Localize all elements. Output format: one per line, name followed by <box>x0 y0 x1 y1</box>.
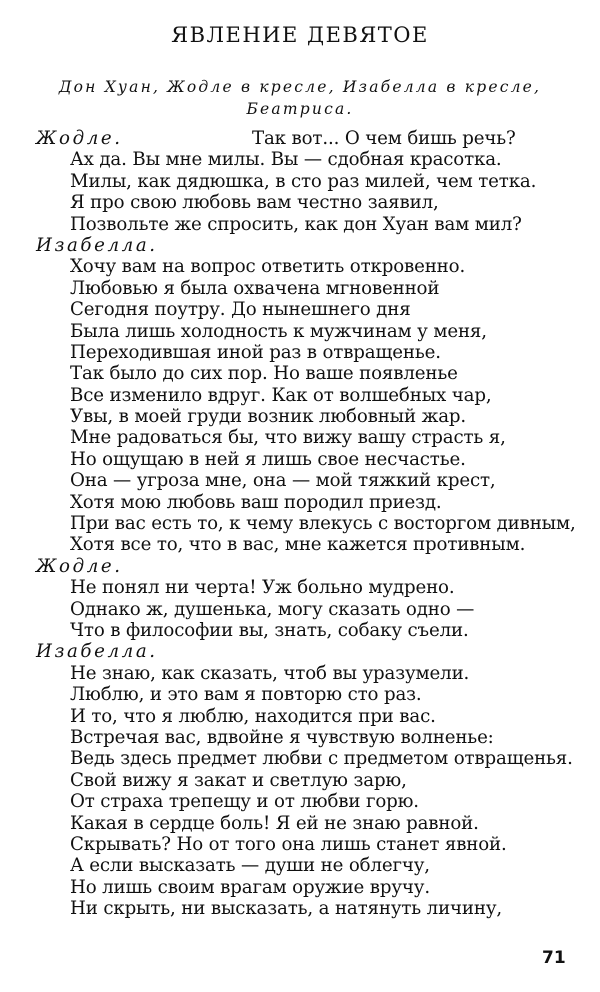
verse-line: Встречая вас, вдвойне я чувствую волненье: <box>70 726 494 748</box>
verse-line: От страха трепещу и от любви горю. <box>70 791 419 813</box>
verse-line: Свой вижу я закат и светлую зарю, <box>70 769 407 791</box>
scene-heading: ЯВЛЕНИЕ ДЕВЯТОЕ <box>171 23 429 47</box>
verse-line: Ни скрыть, ни высказать, а натянуть личину, <box>70 898 503 920</box>
verse-line: Но лишь своим врагам оружие вручу. <box>70 876 430 898</box>
verse-line: Скрывать? Но от того она лишь станет явной. <box>70 833 507 855</box>
verse-line: При вас есть то, к чему влекусь с восторгом дивным, <box>70 513 576 535</box>
speaker-name: Жодле. <box>36 128 123 149</box>
verse-line: Переходившая иной раз в отвращенье. <box>70 341 441 363</box>
verse-line: Так было до сих пор. Но ваше появленье <box>70 363 458 385</box>
verse-line: Мне радоваться бы, что вижу вашу страсть я, <box>70 427 506 449</box>
verse-line: Милы, как дядюшка, в сто раз милей, чем тетка. <box>70 170 537 192</box>
verse-line: Была лишь холодность к мужчинам у меня, <box>70 320 487 342</box>
verse-line: Однако ж, душенька, могу сказать одно — <box>70 598 475 620</box>
verse-line: А если высказать — души не облегчу, <box>70 855 430 877</box>
verse-line: Хотя все то, что в вас, мне кажется противным. <box>70 534 526 556</box>
verse-line: Не знаю, как сказать, чтоб вы уразумели. <box>70 662 470 684</box>
verse-line: Не понял ни черта! Уж больно мудрено. <box>70 577 455 599</box>
speaker-name: Жодле. <box>36 555 123 577</box>
verse-body <box>36 128 576 919</box>
stage-direction-line: Дон Хуан, Жодле в кресле, Изабелла в кресле, <box>58 78 542 96</box>
verse-line: Я про свою любовь вам честно заявил, <box>70 192 439 214</box>
verse-line: Любовью я была охвачена мгновенной <box>70 277 440 299</box>
verse-line: Хотя мою любовь ваш породил приезд. <box>70 491 442 513</box>
verse-line: Ах да. Вы мне милы. Вы — сдобная красотка. <box>70 149 502 171</box>
verse-line: Какая в сердце боль! Я ей не знаю равной. <box>70 812 479 834</box>
verse-line: Все изменило вдруг. Как от волшебных чар, <box>70 384 492 406</box>
verse-line: Но ощущаю в ней я лишь свое несчастье. <box>70 448 466 470</box>
speaker-name: Изабелла. <box>36 641 158 663</box>
stage-direction <box>30 76 570 120</box>
page-number: 71 <box>542 948 566 968</box>
stage-direction-line: Беатриса. <box>246 100 354 118</box>
verse-line: Люблю, и это вам я повторю сто раз. <box>70 684 422 706</box>
verse-line: Хочу вам на вопрос ответить откровенно. <box>70 256 466 278</box>
speaker-line <box>36 128 576 149</box>
verse-line: Ведь здесь предмет любви с предметом отвращенья. <box>70 748 573 770</box>
verse-line: Так вот... О чем бишь речь? <box>252 128 516 149</box>
verse-line: Позвольте же спросить, как дон Хуан вам мил? <box>70 213 522 235</box>
verse-line: Что в философии вы, знать, собаку съели. <box>70 619 469 641</box>
verse-line: Она — угроза мне, она — мой тяжкий крест, <box>70 470 496 492</box>
speaker-name: Изабелла. <box>36 234 158 256</box>
verse-line: Увы, в моей груди возник любовный жар. <box>70 406 467 428</box>
verse-line: И то, что я люблю, находится при вас. <box>70 705 436 727</box>
verse-line: Сегодня поутру. До нынешнего дня <box>70 299 411 321</box>
